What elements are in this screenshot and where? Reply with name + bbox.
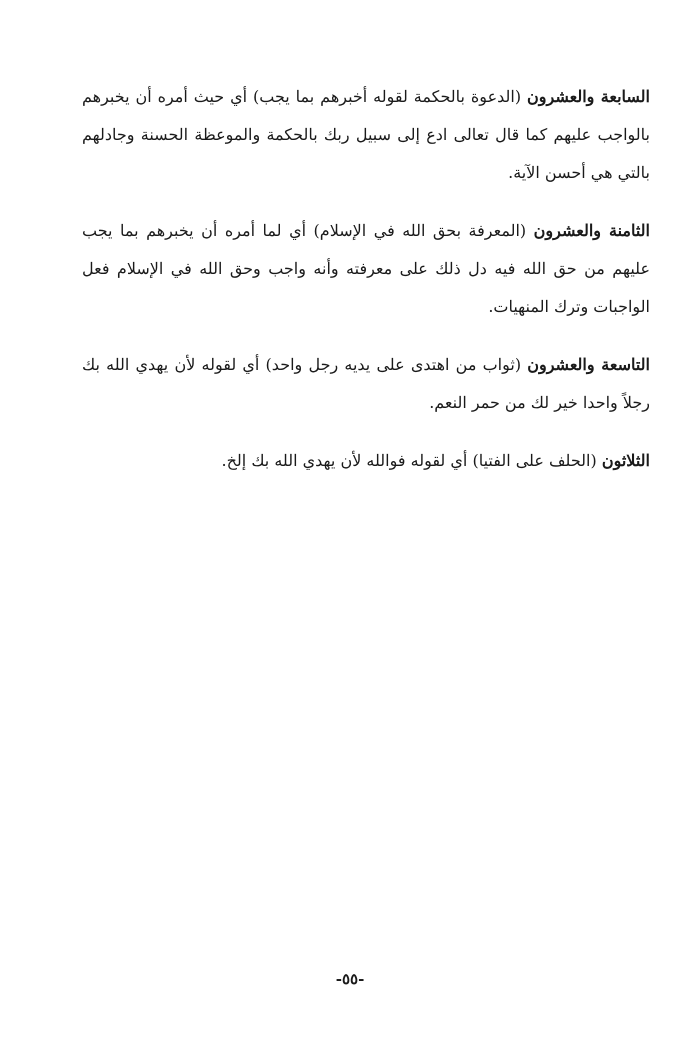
paragraph-text: (المعرفة بحق الله في الإسلام) أي لما أمره أن يخبرهم بما يجب عليهم من حق الله فيه دل ذلك على معرفته وأنه واجب وحق الله في الإسلام فعل الواجبات وترك المنهيات. [82, 221, 650, 316]
paragraph-29 [82, 346, 650, 422]
paragraph-lead: التاسعة والعشرون [527, 355, 650, 374]
page-number: -٥٥- [335, 970, 365, 988]
paragraph-27 [82, 78, 650, 192]
paragraph-text: (الدعوة بالحكمة لقوله أخبرهم بما يجب) أي حيث أمره أن يخبرهم بالواجب عليهم كما قال تعالى ادع إلى سبيل ربك بالحكمة والموعظة الحسنة وجادلهم بالتي هي أحسن الآية. [82, 87, 650, 182]
paragraph-lead: الثامنة والعشرون [533, 221, 650, 240]
paragraph-text: (ثواب من اهتدى على يديه رجل واحد) أي لقوله لأن يهدي الله بك رجلاً واحدا خير لك من حمر النعم. [82, 355, 650, 412]
paragraph-lead: السابعة والعشرون [527, 87, 650, 106]
paragraph-28 [82, 212, 650, 326]
page-body [82, 78, 650, 500]
paragraph-text: (الحلف على الفتيا) أي لقوله فوالله لأن يهدي الله بك إلخ. [221, 451, 602, 470]
paragraph-30 [82, 442, 650, 480]
paragraph-lead: الثلاثون [601, 451, 650, 470]
